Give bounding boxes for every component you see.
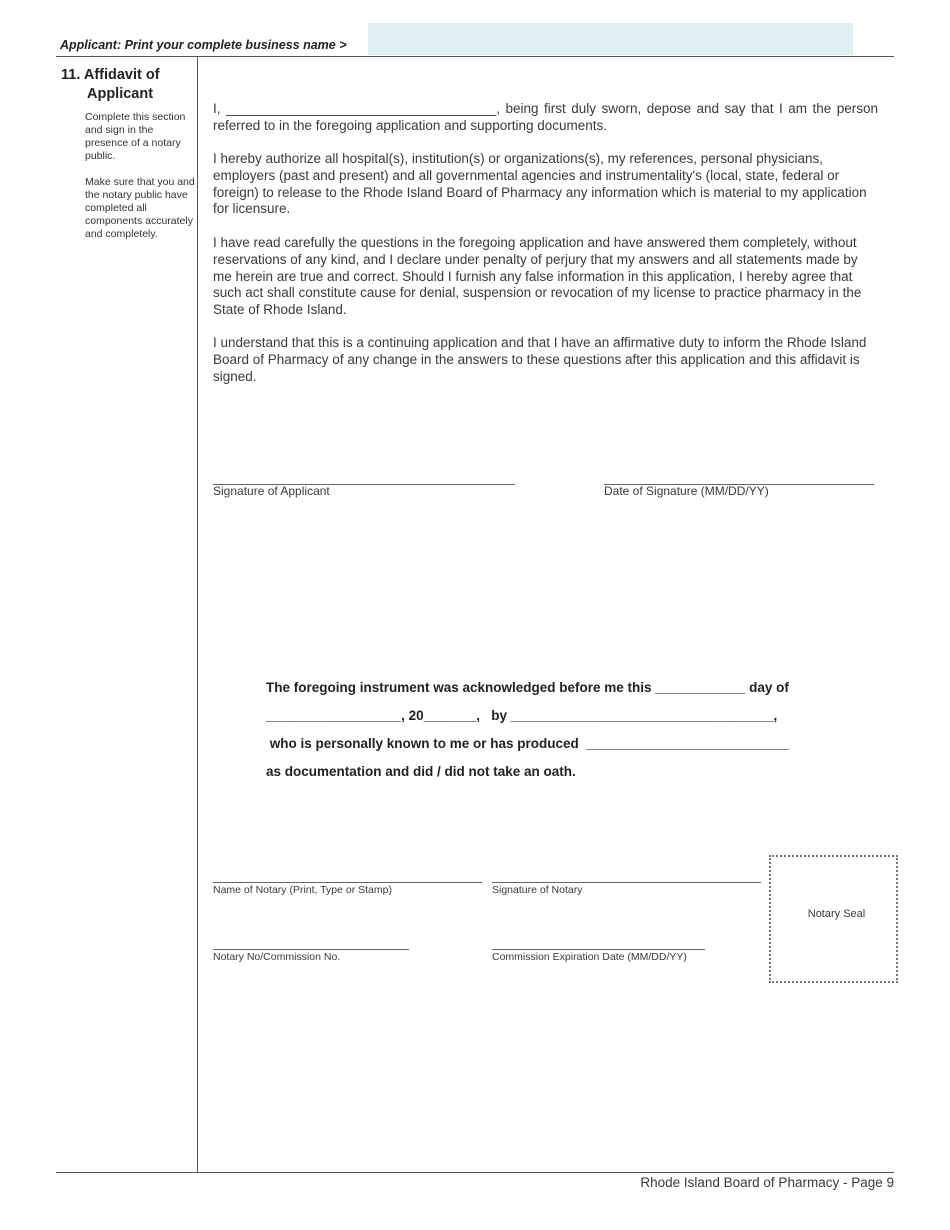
affidavit-paragraph-oath: I, ____________________________________, being first duly sworn, depose and say that I am the person referred to in the foregoing application and supporting documents. (213, 101, 878, 133)
section-title (61, 66, 160, 104)
sidebar-note-completeness: Make sure that you and the notary public have completed all components accurately and completely. (85, 176, 195, 240)
notary-signature-label: Signature of Notary (492, 884, 583, 896)
commission-expiration-line[interactable] (492, 949, 705, 950)
sidebar-divider (197, 57, 198, 1172)
business-name-label: Applicant: Print your complete business name > (60, 38, 347, 52)
affidavit-paragraph-authorization: I hereby authorize all hospital(s), institution(s) or organizations(s), my references, personal physicians, employers (past and present) and all governmental agencies and instrumentality's (local, state, federal or foreign) to release to the Rhode Island Board of Pharmacy any information which is material to my application for licensure. (213, 151, 867, 217)
bottom-divider (56, 1172, 894, 1173)
commission-expiration-label: Commission Expiration Date (MM/DD/YY) (492, 951, 687, 963)
section-title-line1: 11. Affidavit of (61, 67, 160, 83)
page-footer: Rhode Island Board of Pharmacy - Page 9 (640, 1175, 894, 1190)
affidavit-paragraph-declaration: I have read carefully the questions in the foregoing application and have answered them completely, without reservations of any kind, and I declare under penalty of perjury that my answers and all statements made by me herein are true and correct. Should I furnish any false information in this application, I hereby agree that such act shall constitute cause for denial, suspension or revocation of my license to practice pharmacy in the State of Rhode Island. (213, 235, 862, 318)
section-title-line2: Applicant (87, 86, 154, 102)
notary-signature-line[interactable] (492, 882, 761, 883)
applicant-signature-label: Signature of Applicant (213, 484, 330, 498)
notary-ack-line-3: who is personally known to me or has produced ___________________________ (266, 736, 790, 751)
notary-name-line[interactable] (213, 882, 482, 883)
business-name-input[interactable] (368, 23, 853, 55)
notary-commission-number-label: Notary No/Commission No. (213, 951, 341, 963)
notary-ack-line-4: as documentation and did / did not take an oath. (266, 764, 576, 779)
notary-seal-label: Notary Seal (807, 908, 866, 920)
notary-ack-line-1: The foregoing instrument was acknowledged before me this ____________ day of (266, 680, 789, 695)
notary-ack-line-2: __________________, 20_______, by ___________________________________, (266, 708, 778, 723)
affidavit-paragraph-continuing-duty: I understand that this is a continuing application and that I have an affirmative duty to inform the Rhode Island Board of Pharmacy of any change in the answers to these questions after this application and this affidavit is signed. (213, 335, 867, 384)
notary-commission-number-line[interactable] (213, 949, 409, 950)
signature-date-label: Date of Signature (MM/DD/YY) (604, 484, 769, 498)
sidebar-note-notary: Complete this section and sign in the presence of a notary public. (85, 111, 186, 162)
notary-name-label: Name of Notary (Print, Type or Stamp) (213, 884, 392, 896)
top-divider (56, 56, 894, 57)
